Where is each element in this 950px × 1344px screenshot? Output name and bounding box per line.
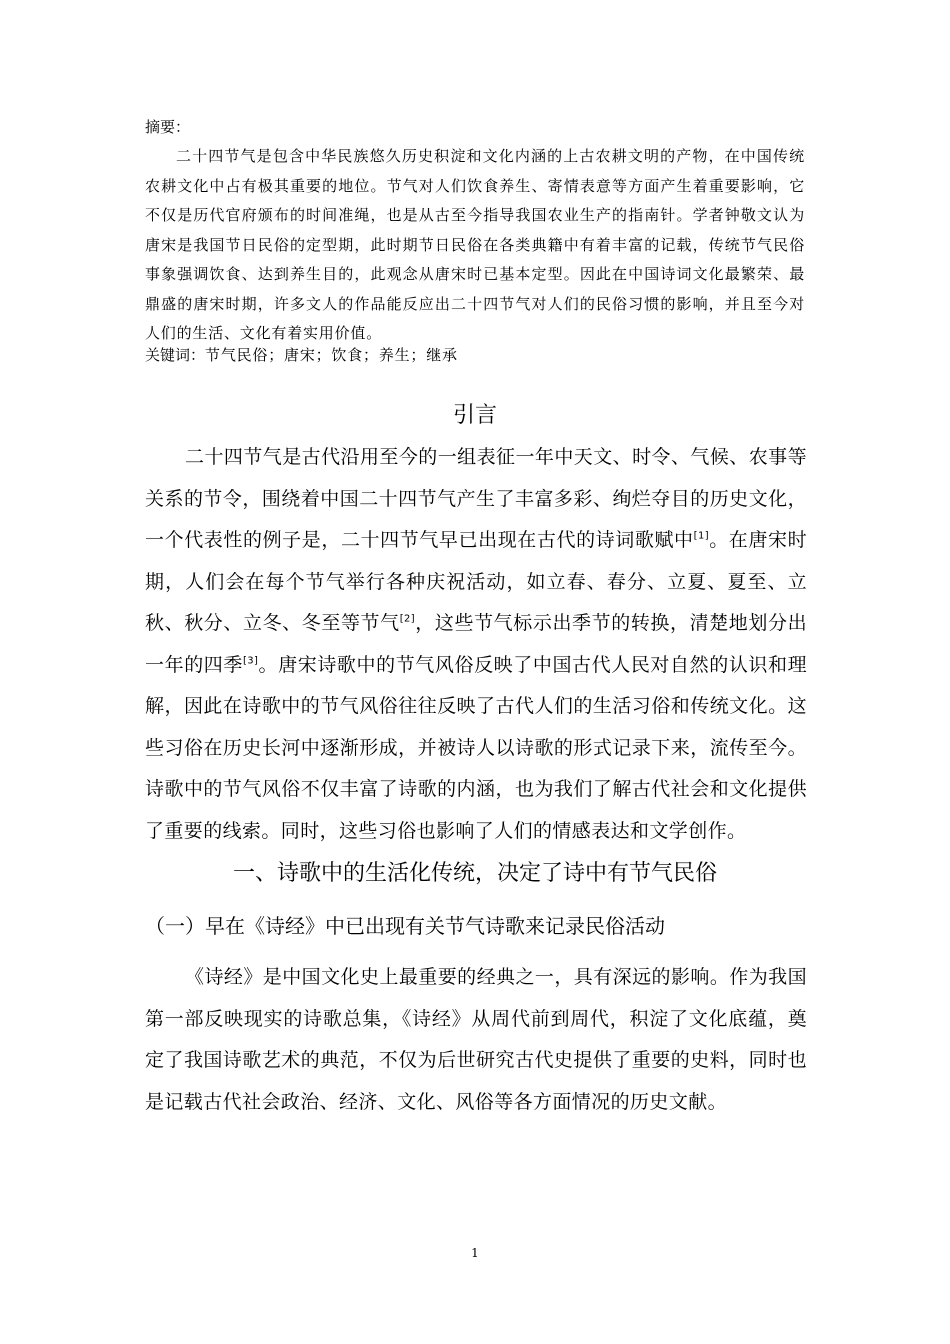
intro-heading: 引言 bbox=[452, 403, 497, 428]
intro-text-3: ，这些节气标示出季节的转换，清楚地划分出一年的四季 bbox=[145, 612, 807, 676]
intro-text-4: 。唐宋诗歌中的节气风俗反映了中国古代人民对自然的认识和理解，因此在诗歌中的节气风俗往往反映了古代人们的生活习俗和传统文化。这些习俗在历史长河中逐渐形成，并被诗人以诗歌的形式记录下来，流传至今。诗歌中的节气风俗不仅丰富了诗歌的内涵，也为我们了解古代社会和文化提供了重要的线索。同时，这些习俗也影响了人们的情感表达和文学创作。 bbox=[145, 653, 807, 842]
abstract-body: 二十四节气是包含中华民族悠久历史积淀和文化内涵的上古农耕文明的产物，在中国传统农耕文化中占有极其重要的地位。节气对人们饮食养生、寄情表意等方面产生着重要影响，它不仅是历代官府颁布的时间准绳，也是从古至今指导我国农业生产的指南针。学者钟敬文认为唐宋是我国节日民俗的定型期，此时期节日民俗在各类典籍中有着丰富的记载，传统节气民俗事象强调饮食、达到养生目的，此观念从唐宋时已基本定型。因此在中国诗词文化最繁荣、最鼎盛的唐宋时期，许多文人的作品能反应出二十四节气对人们的民俗习惯的影响，并且至今对人们的生活、文化有着实用价值。 bbox=[145, 147, 805, 342]
keywords-value: 节气民俗；唐宋；饮食；养生；继承 bbox=[205, 346, 458, 364]
intro-text-1: 二十四节气是古代沿用至今的一组表征一年中天文、时令、气候、农事等关系的节令，围绕着中国二十四节气产生了丰富多彩、绚烂夺目的历史文化，一个代表性的例子是，二十四节气早已出现在古代的诗词歌赋中 bbox=[145, 446, 807, 551]
page-number: 1 bbox=[471, 1246, 479, 1260]
intro-text-2: 。在唐宋时期，人们会在每个节气举行各种庆祝活动，如立春、春分、立夏、夏至、立秋、秋分、立冬、冬至等节气 bbox=[145, 529, 807, 634]
intro-paragraph bbox=[145, 437, 807, 852]
keywords-line bbox=[145, 344, 458, 366]
abstract-label: 摘要： bbox=[145, 118, 191, 136]
citation-1: [1] bbox=[693, 530, 710, 542]
section-1-heading: 一、诗歌中的生活化传统，决定了诗中有节气民俗 bbox=[232, 861, 717, 886]
citation-2: [2] bbox=[399, 613, 416, 625]
shijing-paragraph: 《诗经》是中国文化史上最重要的经典之一，具有深远的影响。作为我国第一部反映现实的诗歌总集，《诗经》从周代前到周代，积淀了文化底蕴，奠定了我国诗歌艺术的典范，不仅为后世研究古代史提供了重要的史料，同时也是记载古代社会政治、经济、文化、风俗等各方面情况的历史文献。 bbox=[145, 966, 807, 1113]
citation-3: [3] bbox=[242, 655, 259, 667]
keywords-label: 关键词： bbox=[145, 346, 206, 364]
section-1-subheading: （一）早在《诗经》中已出现有关节气诗歌来记录民俗活动 bbox=[145, 914, 665, 938]
